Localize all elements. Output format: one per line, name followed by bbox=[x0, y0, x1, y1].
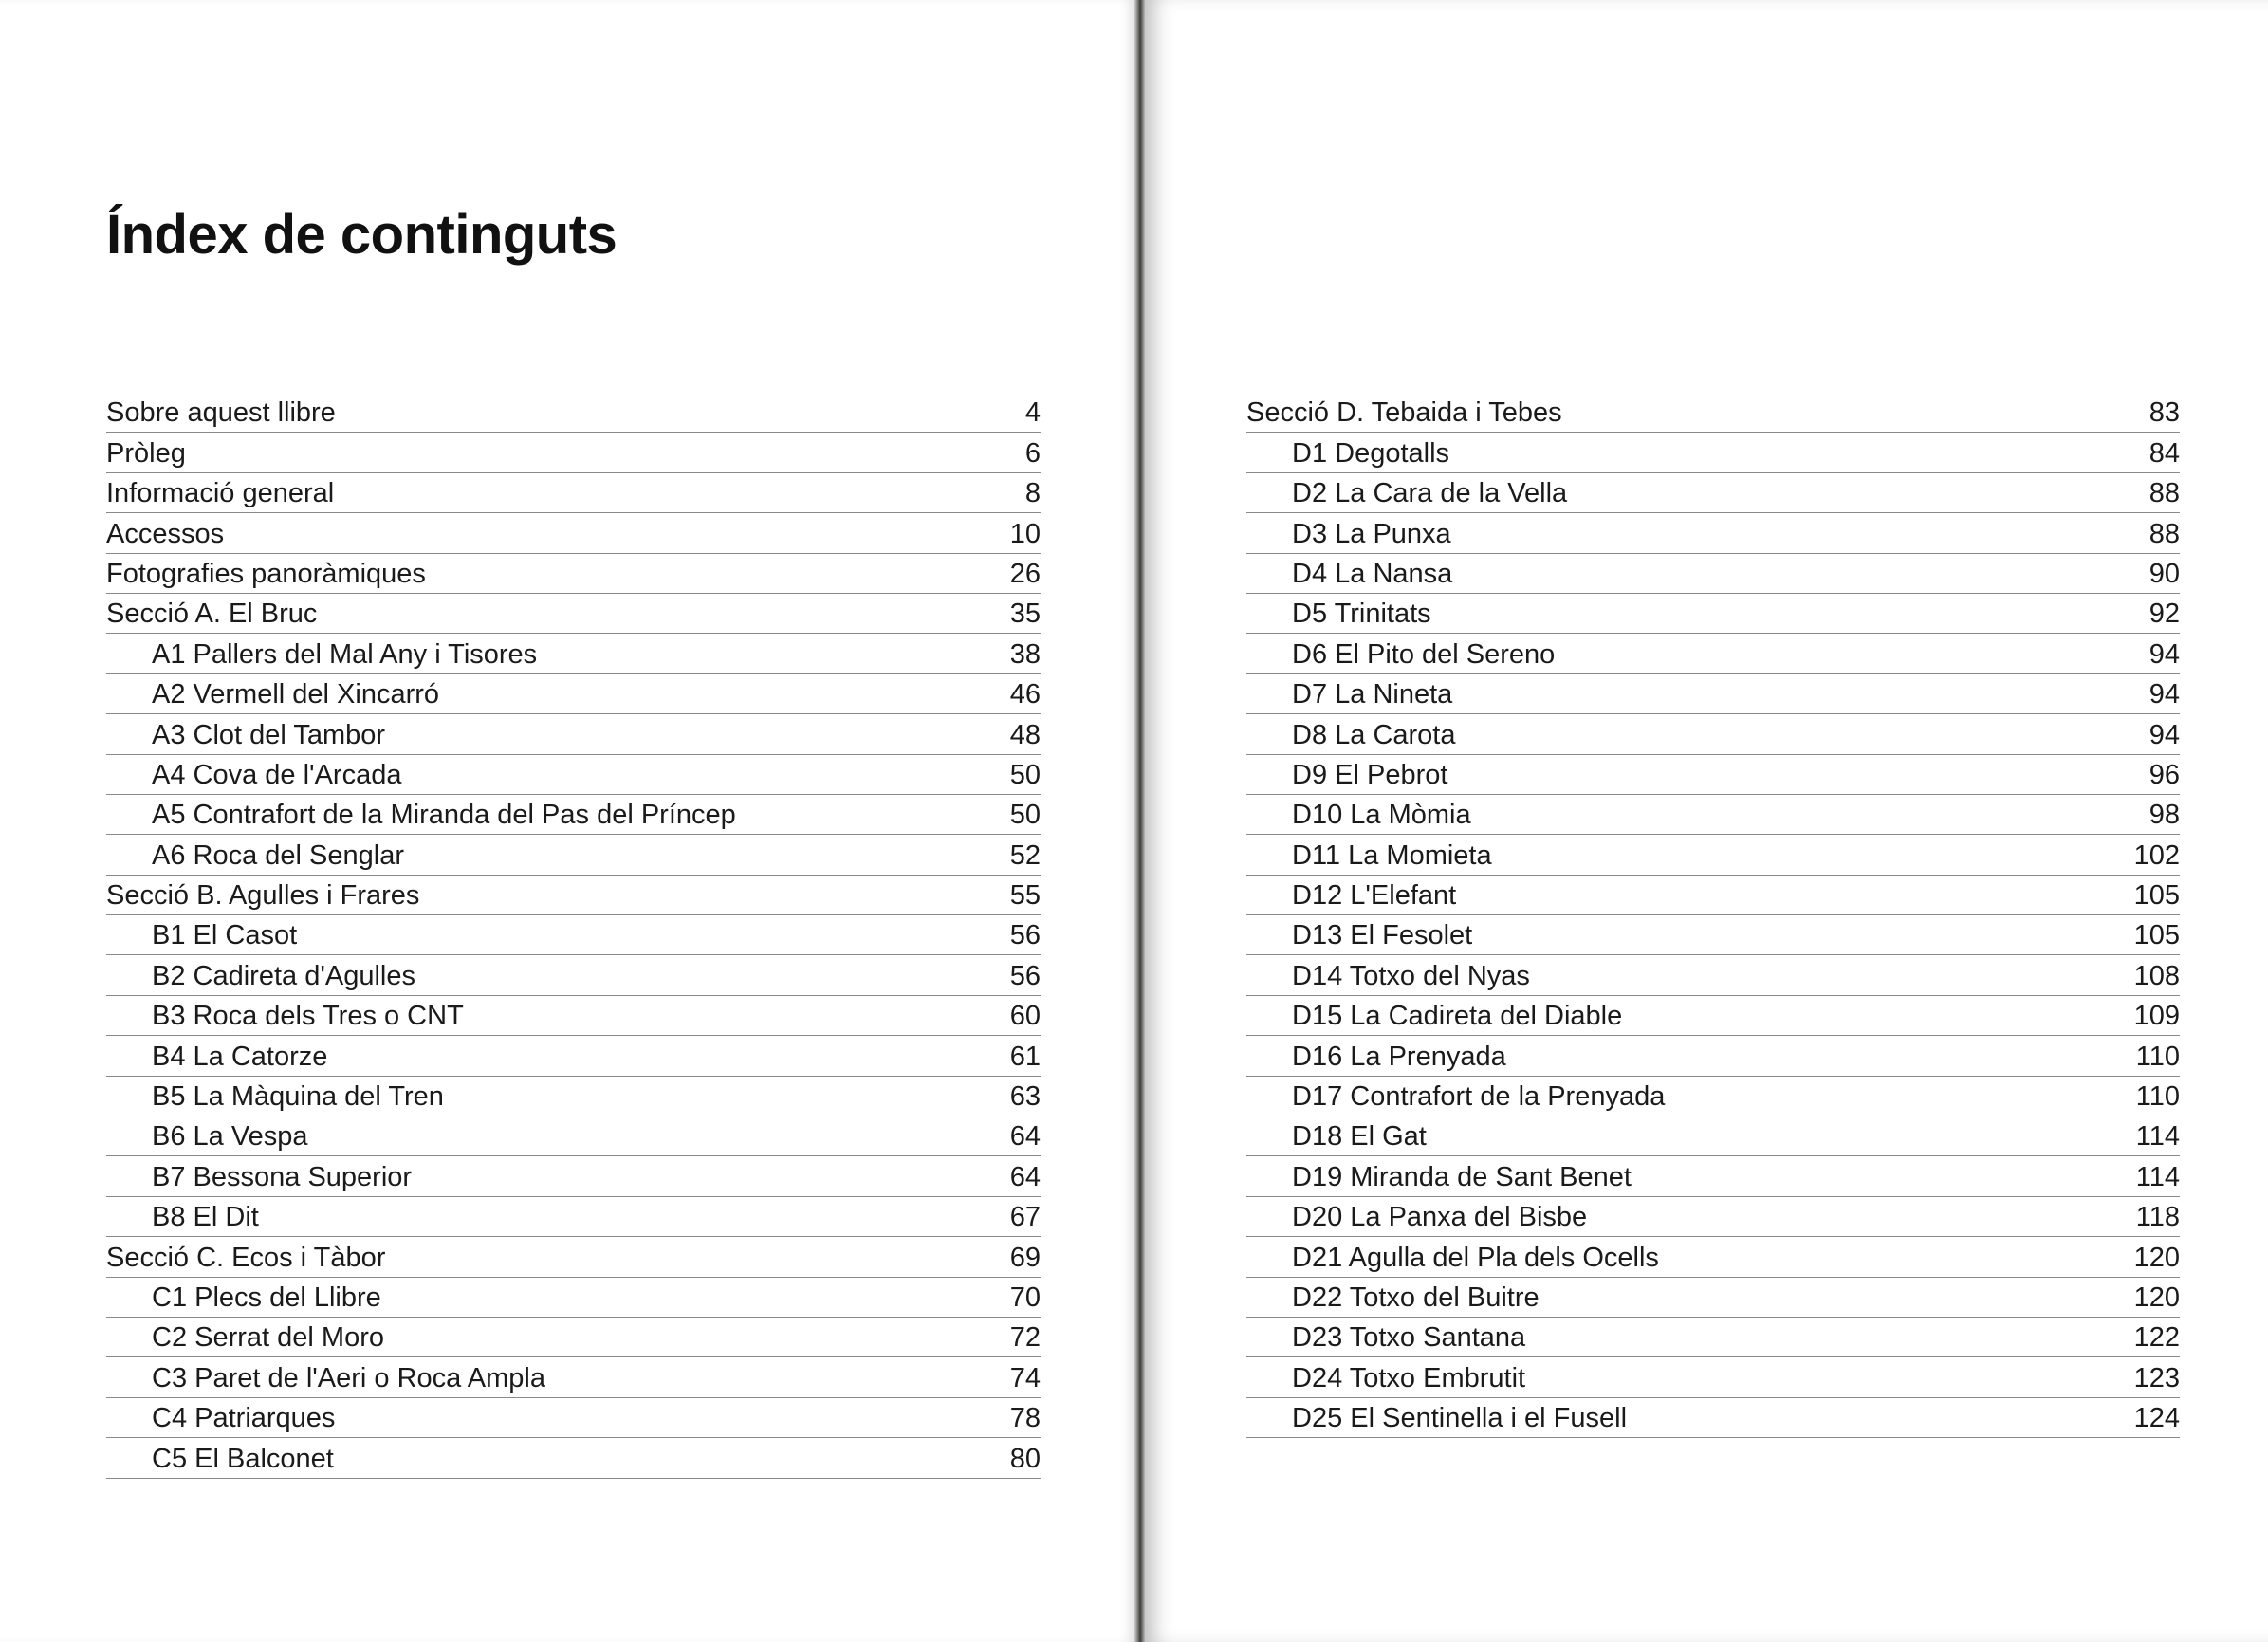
toc-page-number: 48 bbox=[1009, 719, 1041, 750]
toc-subentry bbox=[1246, 876, 2180, 915]
toc-page-number: 55 bbox=[1009, 880, 1041, 912]
toc-subentry bbox=[1246, 1398, 2180, 1438]
toc-page-number: 114 bbox=[2135, 1161, 2180, 1192]
toc-entry-label: D14 Totxo del Nyas bbox=[1292, 960, 1530, 991]
toc-entry-label: D9 El Pebrot bbox=[1292, 759, 1448, 790]
toc-page-number: 63 bbox=[1009, 1081, 1041, 1113]
toc-entry-label: D24 Totxo Embrutit bbox=[1292, 1362, 1526, 1393]
toc-subentry bbox=[1246, 554, 2180, 594]
toc-subentry bbox=[1246, 835, 2180, 875]
toc-subentry bbox=[1246, 1237, 2180, 1277]
toc-subentry bbox=[1246, 594, 2180, 634]
toc-entry-label: B3 Roca dels Tres o CNT bbox=[152, 1001, 464, 1032]
toc-subentry bbox=[1246, 433, 2180, 472]
toc-subentry bbox=[106, 1116, 1041, 1156]
toc-entry-label: C4 Patriarques bbox=[152, 1403, 336, 1434]
toc-entry-label: D16 La Prenyada bbox=[1292, 1041, 1506, 1072]
toc-subentry bbox=[106, 1318, 1041, 1357]
toc-page-number: 105 bbox=[2133, 880, 2180, 912]
toc-subentry bbox=[1246, 714, 2180, 754]
toc-subentry bbox=[106, 1357, 1041, 1397]
toc-entry-label: A6 Roca del Senglar bbox=[152, 839, 404, 871]
toc-subentry bbox=[106, 1077, 1041, 1116]
toc-page-number: 10 bbox=[1009, 518, 1041, 549]
toc-subentry bbox=[1246, 915, 2180, 955]
toc-entry-label: B6 La Vespa bbox=[152, 1121, 308, 1153]
toc-entry-label: Sobre aquest llibre bbox=[106, 397, 336, 429]
toc-page-number: 8 bbox=[1024, 478, 1041, 509]
toc-page-number: 94 bbox=[2148, 638, 2180, 670]
toc-entry-label: D4 La Nansa bbox=[1292, 558, 1453, 589]
toc-subentry bbox=[1246, 1036, 2180, 1076]
toc-entry-label: D22 Totxo del Buitre bbox=[1292, 1282, 1540, 1313]
toc-subentry bbox=[106, 915, 1041, 955]
toc-subentry bbox=[1246, 755, 2180, 795]
toc-subentry bbox=[106, 795, 1041, 835]
toc-subentry bbox=[106, 1156, 1041, 1196]
toc-page-number: 64 bbox=[1009, 1161, 1041, 1192]
toc-page-number: 83 bbox=[2148, 397, 2180, 429]
toc-page-number: 4 bbox=[1024, 397, 1041, 429]
toc-entry bbox=[106, 393, 1041, 433]
toc-subentry bbox=[1246, 674, 2180, 714]
toc-subentry bbox=[1246, 1077, 2180, 1116]
toc-page-number: 90 bbox=[2148, 558, 2180, 589]
toc-page-number: 50 bbox=[1009, 800, 1041, 831]
toc-page-number: 122 bbox=[2133, 1322, 2180, 1354]
toc-subentry bbox=[1246, 1357, 2180, 1397]
toc-entry bbox=[106, 513, 1041, 553]
toc-entry-label: Fotografies panoràmiques bbox=[106, 558, 426, 589]
toc-entry-label: D25 El Sentinella i el Fusell bbox=[1292, 1403, 1628, 1434]
toc-page-number: 120 bbox=[2133, 1242, 2180, 1273]
toc-page-number: 26 bbox=[1009, 558, 1041, 589]
toc-page-number: 35 bbox=[1009, 599, 1041, 630]
toc-entry-label: B7 Bessona Superior bbox=[152, 1161, 413, 1192]
toc-page-number: 70 bbox=[1009, 1282, 1041, 1313]
toc-page-number: 96 bbox=[2148, 759, 2180, 790]
toc-page-number: 123 bbox=[2133, 1362, 2180, 1393]
toc-entry bbox=[106, 876, 1041, 915]
toc-page-number: 61 bbox=[1009, 1041, 1041, 1072]
toc-page-number: 114 bbox=[2135, 1121, 2180, 1153]
toc-subentry bbox=[106, 955, 1041, 995]
toc-page-number: 98 bbox=[2148, 800, 2180, 831]
toc-entry-label: B5 La Màquina del Tren bbox=[152, 1081, 444, 1113]
toc-subentry bbox=[1246, 795, 2180, 835]
toc-entry-label: Secció D. Tebaida i Tebes bbox=[1246, 397, 1562, 429]
toc-page-number: 64 bbox=[1009, 1121, 1041, 1153]
toc-subentry bbox=[106, 674, 1041, 714]
toc-entry-label: D21 Agulla del Pla dels Ocells bbox=[1292, 1242, 1659, 1273]
toc-entry-label: Accessos bbox=[106, 518, 225, 549]
toc-entry-label: D15 La Cadireta del Diable bbox=[1292, 1001, 1623, 1032]
toc-page-number: 46 bbox=[1009, 679, 1041, 710]
toc-page-number: 84 bbox=[2148, 437, 2180, 469]
toc-page-number: 105 bbox=[2133, 920, 2180, 951]
toc-page-number: 94 bbox=[2148, 679, 2180, 710]
toc-entry-label: Informació general bbox=[106, 478, 335, 509]
toc-entry bbox=[106, 473, 1041, 513]
toc-entry-label: D20 La Panxa del Bisbe bbox=[1292, 1202, 1588, 1233]
toc-entry-label: D8 La Carota bbox=[1292, 719, 1456, 750]
toc-subentry bbox=[106, 1278, 1041, 1318]
toc-subentry bbox=[106, 1398, 1041, 1438]
toc-subentry bbox=[106, 1438, 1041, 1478]
toc-entry-label: D13 El Fesolet bbox=[1292, 920, 1473, 951]
toc-entry bbox=[106, 433, 1041, 472]
toc-page-number: 120 bbox=[2133, 1282, 2180, 1313]
toc-subentry bbox=[1246, 1116, 2180, 1156]
toc-page-number: 102 bbox=[2133, 839, 2180, 871]
toc-entry-label: A5 Contrafort de la Miranda del Pas del Príncep bbox=[152, 800, 736, 831]
toc-subentry bbox=[106, 1197, 1041, 1237]
toc-entry-label: D23 Totxo Santana bbox=[1292, 1322, 1526, 1354]
toc-page-number: 108 bbox=[2133, 960, 2180, 991]
toc-entry-label: B4 La Catorze bbox=[152, 1041, 328, 1072]
toc-subentry bbox=[1246, 634, 2180, 673]
toc-entry-label: Secció A. El Bruc bbox=[106, 599, 318, 630]
toc-page-number: 94 bbox=[2148, 719, 2180, 750]
toc-subentry bbox=[1246, 1197, 2180, 1237]
toc-entry-label: D2 La Cara de la Vella bbox=[1292, 478, 1568, 509]
toc-page-number: 88 bbox=[2148, 478, 2180, 509]
toc-entry-label: D17 Contrafort de la Prenyada bbox=[1292, 1081, 1666, 1113]
toc-page-number: 60 bbox=[1009, 1001, 1041, 1032]
toc-page-number: 38 bbox=[1009, 638, 1041, 670]
toc-entry-label: D7 La Nineta bbox=[1292, 679, 1453, 710]
toc-page-number: 109 bbox=[2133, 1001, 2180, 1032]
toc-page-number: 69 bbox=[1009, 1242, 1041, 1273]
toc-page-number: 80 bbox=[1009, 1443, 1041, 1474]
toc-entry bbox=[1246, 393, 2180, 433]
toc-entry bbox=[106, 554, 1041, 594]
toc-entry-label: D10 La Mòmia bbox=[1292, 800, 1471, 831]
toc-page-number: 110 bbox=[2135, 1041, 2180, 1072]
toc-subentry bbox=[106, 996, 1041, 1036]
toc-entry bbox=[106, 594, 1041, 634]
toc-subentry bbox=[1246, 1156, 2180, 1196]
toc-page-number: 72 bbox=[1009, 1322, 1041, 1354]
toc-entry-label: D1 Degotalls bbox=[1292, 437, 1450, 469]
toc-entry-label: Pròleg bbox=[106, 437, 186, 469]
toc-subentry bbox=[1246, 1318, 2180, 1357]
toc-entry-label: D18 El Gat bbox=[1292, 1121, 1427, 1153]
toc-entry-label: A2 Vermell del Xincarró bbox=[152, 679, 440, 710]
toc-entry-label: A1 Pallers del Mal Any i Tisores bbox=[152, 638, 538, 670]
page-title: Índex de continguts bbox=[106, 204, 618, 266]
toc-list-left bbox=[106, 393, 1041, 1479]
toc-entry-label: C3 Paret de l'Aeri o Roca Ampla bbox=[152, 1362, 545, 1393]
toc-entry-label: D12 L'Elefant bbox=[1292, 880, 1457, 912]
toc-page-number: 124 bbox=[2133, 1403, 2180, 1434]
toc-entry-label: C2 Serrat del Moro bbox=[152, 1322, 384, 1354]
toc-subentry bbox=[106, 755, 1041, 795]
toc-entry bbox=[106, 1237, 1041, 1277]
toc-entry-label: B8 El Dit bbox=[152, 1202, 259, 1233]
toc-entry-label: C5 El Balconet bbox=[152, 1443, 334, 1474]
toc-entry-label: A4 Cova de l'Arcada bbox=[152, 759, 402, 790]
toc-subentry bbox=[1246, 473, 2180, 513]
toc-subentry bbox=[1246, 513, 2180, 553]
toc-subentry bbox=[106, 835, 1041, 875]
toc-subentry bbox=[106, 1036, 1041, 1076]
toc-page-number: 88 bbox=[2148, 518, 2180, 549]
toc-entry-label: C1 Plecs del Llibre bbox=[152, 1282, 381, 1313]
toc-page-number: 78 bbox=[1009, 1403, 1041, 1434]
toc-page-number: 56 bbox=[1009, 960, 1041, 991]
toc-entry-label: B1 El Casot bbox=[152, 920, 298, 951]
toc-entry-label: D3 La Punxa bbox=[1292, 518, 1451, 549]
toc-subentry bbox=[1246, 1278, 2180, 1318]
toc-entry-label: Secció C. Ecos i Tàbor bbox=[106, 1242, 386, 1273]
toc-page-number: 67 bbox=[1009, 1202, 1041, 1233]
toc-subentry bbox=[1246, 955, 2180, 995]
book-gutter bbox=[1134, 0, 1145, 1642]
toc-entry-label: Secció B. Agulles i Frares bbox=[106, 880, 420, 912]
toc-page-number: 74 bbox=[1009, 1362, 1041, 1393]
toc-subentry bbox=[106, 714, 1041, 754]
toc-entry-label: B2 Cadireta d'Agulles bbox=[152, 960, 415, 991]
toc-list-right bbox=[1246, 393, 2180, 1438]
toc-subentry bbox=[1246, 996, 2180, 1036]
toc-subentry bbox=[106, 634, 1041, 673]
toc-entry-label: D11 La Momieta bbox=[1292, 839, 1492, 871]
right-page bbox=[1145, 0, 2268, 1642]
toc-entry-label: A3 Clot del Tambor bbox=[152, 719, 386, 750]
toc-page-number: 6 bbox=[1024, 437, 1041, 469]
toc-entry-label: D6 El Pito del Sereno bbox=[1292, 638, 1556, 670]
toc-page-number: 110 bbox=[2135, 1081, 2180, 1113]
toc-page-number: 52 bbox=[1009, 839, 1041, 871]
toc-page-number: 118 bbox=[2135, 1202, 2180, 1233]
toc-entry-label: D5 Trinitats bbox=[1292, 599, 1431, 630]
toc-page-number: 92 bbox=[2148, 599, 2180, 630]
toc-page-number: 56 bbox=[1009, 920, 1041, 951]
toc-page-number: 50 bbox=[1009, 759, 1041, 790]
toc-entry-label: D19 Miranda de Sant Benet bbox=[1292, 1161, 1632, 1192]
